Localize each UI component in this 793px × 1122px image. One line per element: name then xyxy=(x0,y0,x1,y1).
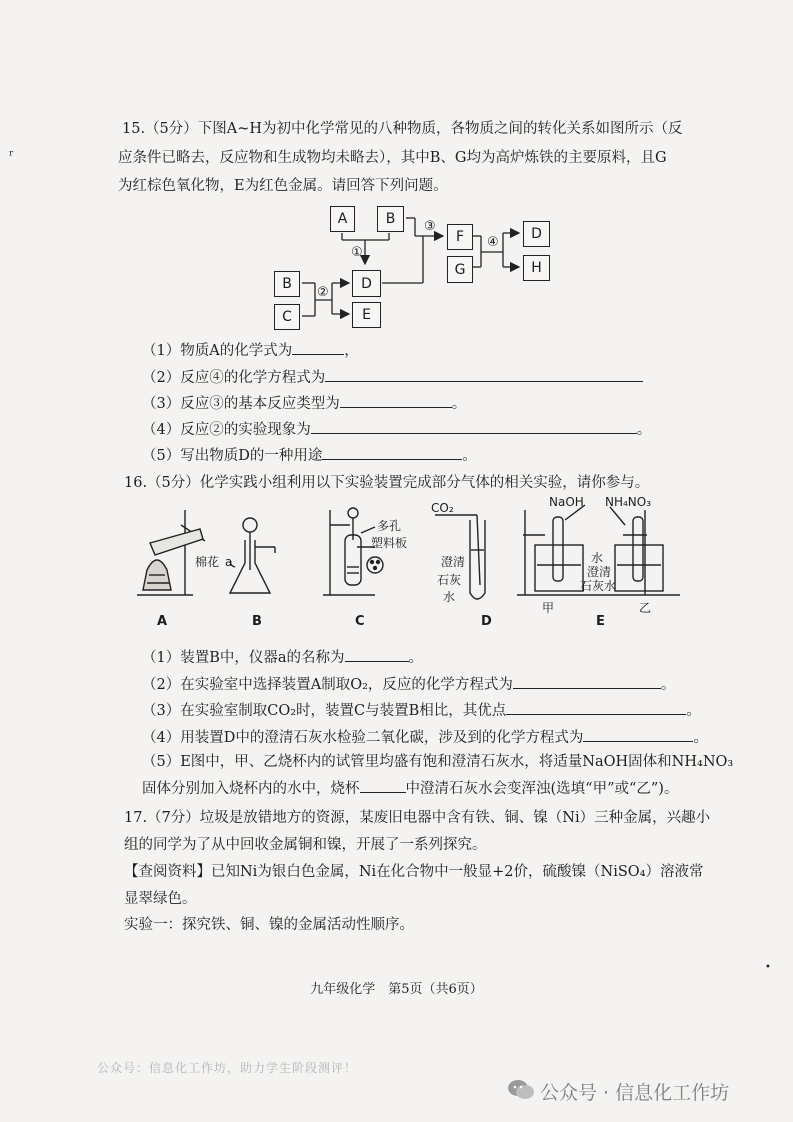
q16-sub5b-post: 中澄清石灰水会变浑浊(选填“甲”或“乙”)。 xyxy=(405,781,679,797)
diagram-box-b-left: B xyxy=(274,271,300,297)
apparatus-label-e: E xyxy=(596,614,605,629)
label-naoh: NaOH xyxy=(549,495,584,509)
q17-line1: 17.（7分）垃圾是放错地方的资源，某废旧电器中含有铁、铜、镍（Ni）三种金属，兴趣小 xyxy=(124,810,711,826)
q16-line1: 16.（5分）化学实践小组利用以下实验装置完成部分气体的相关实验，请你参与。 xyxy=(124,475,650,491)
q16-sub1-end: 。 xyxy=(408,650,424,666)
answer-blank[interactable] xyxy=(311,419,637,434)
label-porous-1: 多孔 xyxy=(377,519,402,533)
q15-sub4-end: 。 xyxy=(636,422,652,438)
q16-sub5b-text: 固体分别加入烧杯内的水中，烧杯 xyxy=(142,781,360,797)
answer-blank[interactable] xyxy=(325,367,643,382)
wechat-icon xyxy=(507,1078,535,1106)
q15-diagram xyxy=(265,200,565,335)
q17-line3: 【查阅资料】已知Ni为银白色金属，Ni在化合物中一般显+2价，硫酸镍（NiSO₄）溶液常 xyxy=(124,864,704,880)
answer-blank[interactable] xyxy=(340,393,452,408)
page-footer: 九年级化学 第5页（共6页） xyxy=(310,982,483,997)
q15-sub1-end: ， xyxy=(344,343,359,359)
label-porous-2: 塑料板 xyxy=(371,536,408,550)
diagram-box-b-top: B xyxy=(377,206,404,232)
reaction-1-label: ① xyxy=(351,245,363,260)
q15-line3: 为红棕色氧化物，E为红色金属。请回答下列问题。 xyxy=(118,178,448,194)
label-lime-2: 石灰 xyxy=(437,573,462,587)
q16-sub5a: （5）E图中，甲、乙烧杯内的试管里均盛有饱和澄清石灰水，将适量NaOH固体和NH₄NO₃ xyxy=(142,754,734,770)
q17-line4: 显翠绿色。 xyxy=(124,891,197,907)
diagram-box-c: C xyxy=(274,304,300,330)
diagram-box-a: A xyxy=(330,206,355,232)
q15-sub4-text: （4）反应②的实验现象为 xyxy=(142,422,311,438)
q16-sub2-end: 。 xyxy=(660,677,676,693)
margin-mark: ʳ xyxy=(9,148,14,164)
reaction-4-label: ④ xyxy=(487,235,499,250)
q15-line1: 15.（5分）下图A~H为初中化学常见的八种物质，各物质之间的转化关系如图所示（反 xyxy=(122,121,683,137)
diagram-box-h: H xyxy=(523,255,550,281)
q15-sub4 xyxy=(142,419,651,440)
answer-blank[interactable] xyxy=(583,727,693,742)
q15-sub1-text: （1）物质A的化学式为 xyxy=(142,343,293,359)
label-co2: CO₂ xyxy=(431,501,454,515)
q15-sub5 xyxy=(142,445,477,466)
q15-sub3-end: 。 xyxy=(451,396,467,412)
q16-sub4 xyxy=(142,727,708,748)
q16-sub1 xyxy=(142,647,423,668)
label-nh4no3: NH₄NO₃ xyxy=(605,495,652,509)
apparatus-label-c: C xyxy=(355,614,365,629)
answer-blank[interactable] xyxy=(345,647,409,662)
q16-apparatus-figure xyxy=(125,495,685,635)
answer-blank[interactable] xyxy=(506,700,686,715)
q16-sub2 xyxy=(142,674,675,695)
label-lime-1: 澄清 xyxy=(441,555,466,569)
q16-sub4-end: 。 xyxy=(693,730,708,746)
q17-line5: 实验一：探究铁、铜、镍的金属活动性顺序。 xyxy=(124,917,414,933)
q16-sub4-text: （4）用装置D中的澄清石灰水检验二氧化碳，涉及到的化学方程式为 xyxy=(142,730,584,746)
label-a: a xyxy=(225,555,233,569)
answer-blank[interactable] xyxy=(322,445,462,460)
q15-sub3-text: （3）反应③的基本反应类型为 xyxy=(142,396,340,412)
watermark-right: 公众号 · 信息化工作坊 xyxy=(540,1082,730,1104)
diagram-box-e: E xyxy=(352,302,381,328)
diagram-box-g: G xyxy=(447,256,473,283)
answer-blank[interactable] xyxy=(360,778,406,793)
apparatus-label-b: B xyxy=(252,614,262,629)
margin-mark: • xyxy=(765,962,771,973)
apparatus-label-a: A xyxy=(157,614,168,629)
label-lime-4: 澄清 xyxy=(587,565,612,579)
diagram-box-d-right: D xyxy=(523,221,550,247)
label-yi: 乙 xyxy=(639,601,652,615)
q15-line2: 应条件已略去，反应物和生成物均未略去），其中B、G均为高炉炼铁的主要原料，且G xyxy=(118,150,667,166)
reaction-3-label: ③ xyxy=(424,219,436,234)
q15-sub5-end: 。 xyxy=(462,448,477,464)
q15-sub2-text: （2）反应④的化学方程式为 xyxy=(142,370,326,386)
q16-sub5b xyxy=(142,778,678,799)
apparatus-label-d: D xyxy=(481,614,492,629)
q17-line2: 组的同学为了从中回收金属铜和镍，开展了一系列探究。 xyxy=(124,837,487,853)
q16-sub3-end: 。 xyxy=(686,703,701,719)
label-lime-3: 水 xyxy=(443,590,456,604)
label-jia: 甲 xyxy=(542,601,555,615)
q15-sub3 xyxy=(142,393,466,414)
q15-sub1 xyxy=(142,340,359,361)
q15-sub2 xyxy=(142,367,643,388)
label-cotton: 棉花 xyxy=(195,555,220,569)
diagram-box-f: F xyxy=(447,224,473,250)
reaction-2-label: ② xyxy=(317,285,329,300)
q15-sub5-text: （5）写出物质D的一种用途 xyxy=(142,448,323,464)
diagram-box-d-center: D xyxy=(352,270,381,297)
q16-sub2-text: （2）在实验室中选择装置A制取O₂，反应的化学方程式为 xyxy=(142,677,513,693)
q16-sub3 xyxy=(142,700,701,721)
label-lime-5: 石灰水 xyxy=(580,579,617,593)
q16-sub1-text: （1）装置B中，仪器a的名称为 xyxy=(142,650,345,666)
q16-sub3-text: （3）在实验室制取CO₂时，装置C与装置B相比，其优点 xyxy=(142,703,507,719)
answer-blank[interactable] xyxy=(292,340,344,355)
watermark-left: 公众号：信息化工作坊，助力学生阶段测评！ xyxy=(97,1061,358,1075)
diagram-arrows xyxy=(265,200,565,335)
label-water: 水 xyxy=(591,551,604,565)
answer-blank[interactable] xyxy=(513,674,661,689)
